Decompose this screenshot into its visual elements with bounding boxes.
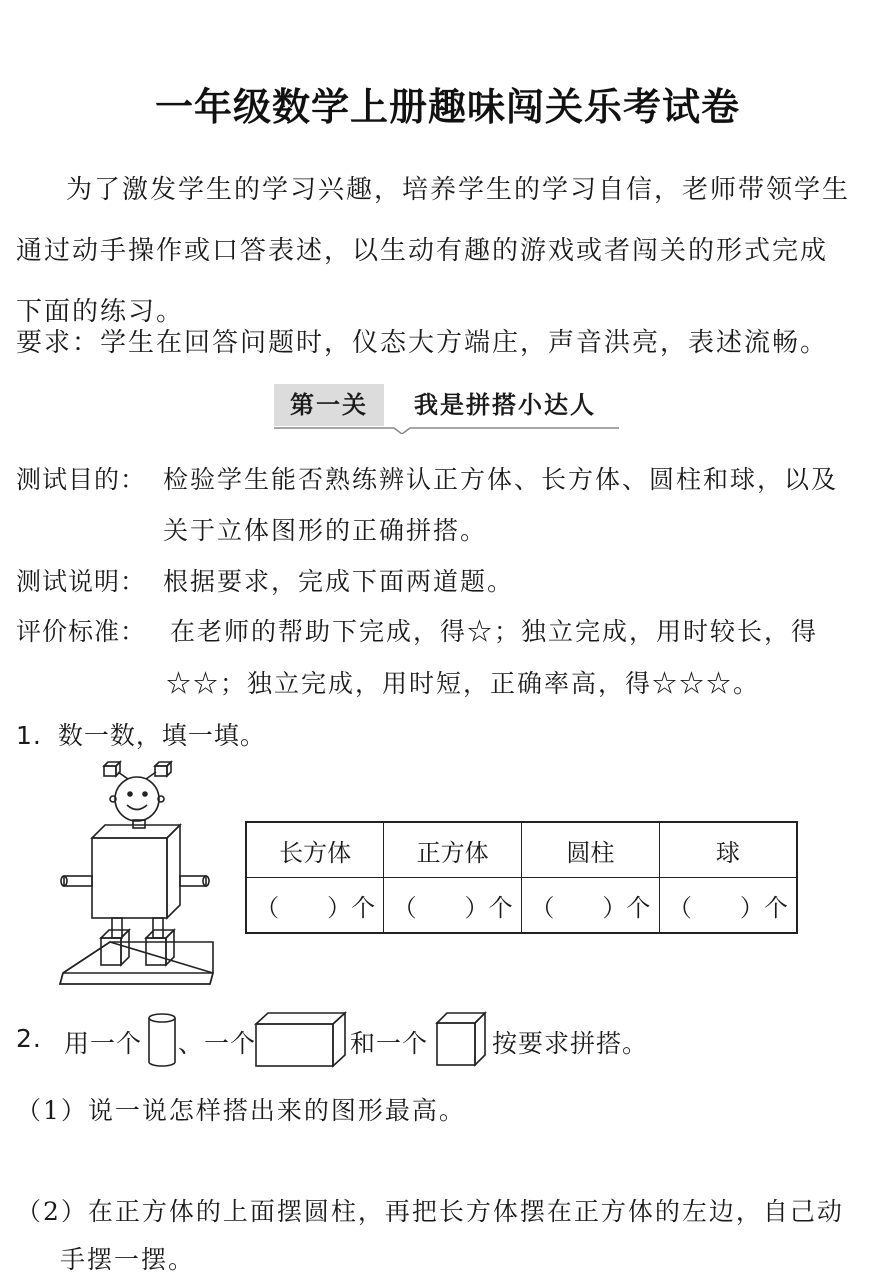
answer-cell-cylinder[interactable]: （ ）个: [522, 878, 660, 934]
cuboid-icon: [256, 1013, 345, 1066]
criteria-line-2: ☆☆；独立完成，用时短，正确率高，得☆☆☆。: [166, 669, 761, 698]
cube-icon: [437, 1013, 485, 1065]
robot-head: [115, 777, 159, 821]
robot-right-foot: [146, 938, 166, 965]
table-header-cube: 正方体: [384, 822, 522, 878]
intro-line-1: 为了激发学生的学习兴趣，培养学生的学习自信，老师带领学生: [66, 175, 851, 205]
robot-body: [92, 838, 167, 918]
table-header-row: [246, 822, 797, 878]
test-desc-label: 测试说明：: [16, 567, 147, 596]
level-underline: [274, 384, 619, 434]
question-2-part-a: 用一个: [64, 1029, 143, 1058]
table-header-sphere: 球: [659, 822, 797, 878]
level-name: 我是拼搭小达人: [414, 391, 596, 419]
robot-left-foot: [101, 938, 121, 965]
test-purpose-line-2: 关于立体图形的正确拼搭。: [163, 516, 488, 545]
intro-line-3: 下面的练习。: [16, 297, 185, 327]
robot-base-top: [60, 942, 213, 984]
question-1-text: 数一数，填一填。: [57, 721, 266, 750]
question-2-part-b: 、一个: [178, 1029, 257, 1058]
answer-cell-sphere[interactable]: （ ）个: [659, 878, 797, 934]
table-header-cuboid: 长方体: [246, 822, 384, 878]
test-desc-text: 根据要求，完成下面两道题。: [163, 567, 515, 596]
criteria-line-1: 在老师的帮助下完成，得☆；独立完成，用时较长，得: [170, 617, 819, 646]
table-answer-row: [246, 878, 797, 934]
question-2-sub-1: （1）说一说怎样搭出来的图形最高。: [16, 1096, 466, 1125]
answer-cell-cube[interactable]: （ ）个: [384, 878, 522, 934]
robot-left-arm: [64, 876, 92, 886]
question-2-sub-2-line-2: 手摆一摆。: [60, 1245, 196, 1274]
question-2-sub-2-line-1: （2）在正方体的上面摆圆柱，再把长方体摆在正方体的左边，自己动: [16, 1197, 844, 1226]
page-title: 一年级数学上册趣味闯关乐考试卷: [154, 85, 740, 129]
question-2-number: 2.: [16, 1024, 42, 1053]
count-table: [245, 821, 798, 934]
test-purpose-label: 测试目的：: [16, 465, 147, 494]
test-purpose-line-1: 检验学生能否熟练辨认正方体、长方体、圆柱和球，以及: [163, 465, 839, 494]
question-2-number-wrap: [16, 1024, 58, 1053]
question-2-part-c: 和一个: [350, 1029, 429, 1058]
criteria-label: 评价标准：: [16, 617, 147, 646]
table-header-cylinder: 圆柱: [522, 822, 660, 878]
robot-right-arm: [180, 876, 206, 886]
question-2-part-d: 按要求拼搭。: [492, 1029, 649, 1058]
answer-cell-cuboid[interactable]: （ ）个: [246, 878, 384, 934]
question-1: [16, 716, 266, 752]
cylinder-icon: [149, 1014, 175, 1066]
level-header: [274, 384, 619, 430]
requirement-text: 要求：学生在回答问题时，仪态大方端庄，声音洪亮，表述流畅。: [16, 328, 829, 358]
level-badge: 第一关: [274, 384, 384, 426]
intro-line-2: 通过动手操作或口答表述，以生动有趣的游戏或者闯关的形式完成: [16, 236, 829, 266]
question-1-number: 1.: [16, 721, 42, 750]
